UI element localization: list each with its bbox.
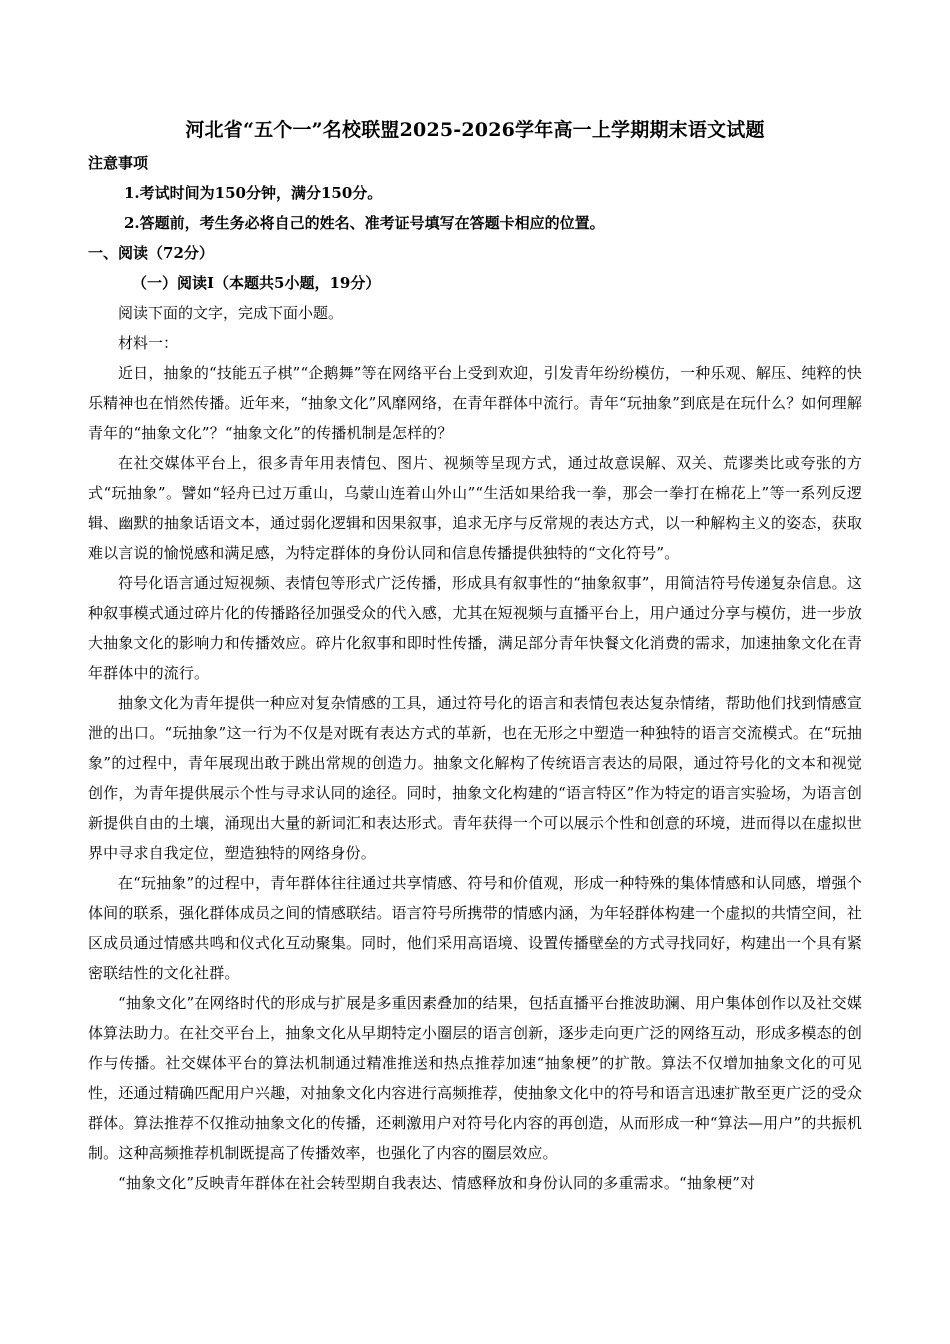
body-paragraph: 符号化语言通过短视频、表情包等形式广泛传播，形成具有叙事性的“抽象叙事”，用简洁符号传递复杂信息。这种叙事模式通过碎片化的传播路径加强受众的代入感，尤其在短视频与直播平台上，用户通过分享与模仿，进一步放大抽象文化的影响力和传播效应。碎片化叙事和即时性传播，满足部分青年快餐文化消费的需求，加速抽象文化在青年群体中的流行。 — [88, 574, 862, 682]
exam-page — [88, 112, 862, 1198]
notice-heading: 注意事项 — [88, 154, 149, 172]
exam-title: 河北省“五个一”名校联盟2025-2026学年高一上学期期末语文试题 — [185, 119, 765, 141]
material-label: 材料一： — [118, 334, 179, 352]
body-paragraph: “抽象文化”反映青年群体在社会转型期自我表达、情感释放和身份认同的多重需求。“抽象梗”对 — [118, 1174, 756, 1192]
body-paragraph: 在社交媒体平台上，很多青年用表情包、图片、视频等呈现方式，通过故意误解、双关、荒谬类比或夸张的方式“玩抽象”。譬如“轻舟已过万重山，乌蒙山连着山外山”“生活如果给我一拳，那会一拳打在棉花上”等一系列反逻辑、幽默的抽象话语文本，通过弱化逻辑和因果叙事，追求无序与反常规的表达方式，以一种解构主义的姿态，获取难以言说的愉悦感和满足感，为特定群体的身份认同和信息传播提供独特的“文化符号”。 — [88, 454, 862, 562]
subsection-heading: （一）阅读I（本题共5小题，19分） — [132, 274, 381, 292]
reading-instruction: 阅读下面的文字，完成下面小题。 — [118, 304, 344, 322]
section-heading: 一、阅读（72分） — [88, 244, 214, 262]
notice-item: 1.考试时间为150分钟，满分150分。 — [124, 184, 383, 202]
notice-item: 2.答题前，考生务必将自己的姓名、准考证号填写在答题卡相应的位置。 — [124, 214, 605, 232]
body-paragraph: 在“玩抽象”的过程中，青年群体往往通过共享情感、符号和价值观，形成一种特殊的集体情感和认同感，增强个体间的联系，强化群体成员之间的情感联结。语言符号所携带的情感内涵，为年轻群体构建一个虚拟的共情空间，社区成员通过情感共鸣和仪式化互动聚集。同时，他们采用高语境、设置传播壁垒的方式寻找同好，构建出一个具有紧密联结性的文化社群。 — [88, 874, 862, 982]
body-paragraph: “抽象文化”在网络时代的形成与扩展是多重因素叠加的结果，包括直播平台推波助澜、用户集体创作以及社交媒体算法助力。在社交平台上，抽象文化从早期特定小圈层的语言创新，逐步走向更广泛的网络互动，形成多模态的创作与传播。社交媒体平台的算法机制通过精准推送和热点推荐加速“抽象梗”的扩散。算法不仅增加抽象文化的可见性，还通过精确匹配用户兴趣，对抽象文化内容进行高频推荐，使抽象文化中的符号和语言迅速扩散至更广泛的受众群体。算法推荐不仅推动抽象文化的传播，还刺激用户对符号化内容的再创造，从而形成一种“算法—用户”的共振机制。这种高频推荐机制既提高了传播效率，也强化了内容的圈层效应。 — [88, 994, 862, 1162]
body-paragraph: 抽象文化为青年提供一种应对复杂情感的工具，通过符号化的语言和表情包表达复杂情绪，帮助他们找到情感宣泄的出口。“玩抽象”这一行为不仅是对既有表达方式的革新，也在无形之中塑造一种独特的语言交流模式。在“玩抽象”的过程中，青年展现出敢于跳出常规的创造力。抽象文化解构了传统语言表达的局限，通过符号化的文本和视觉创作，为青年提供展示个性与寻求认同的途径。同时，抽象文化构建的“语言特区”作为特定的语言实验场，为语言创新提供自由的土壤，涌现出大量的新词汇和表达形式。青年获得一个可以展示个性和创意的环境，进而得以在虚拟世界中寻求自我定位，塑造独特的网络身份。 — [88, 694, 862, 862]
body-paragraph: 近日，抽象的“技能五子棋”“企鹅舞”等在网络平台上受到欢迎，引发青年纷纷模仿，一种乐观、解压、纯粹的快乐精神也在悄然传播。近年来，“抽象文化”风靡网络，在青年群体中流行。青年“玩抽象”到底是在玩什么？如何理解青年的“抽象文化”？“抽象文化”的传播机制是怎样的？ — [88, 364, 862, 442]
